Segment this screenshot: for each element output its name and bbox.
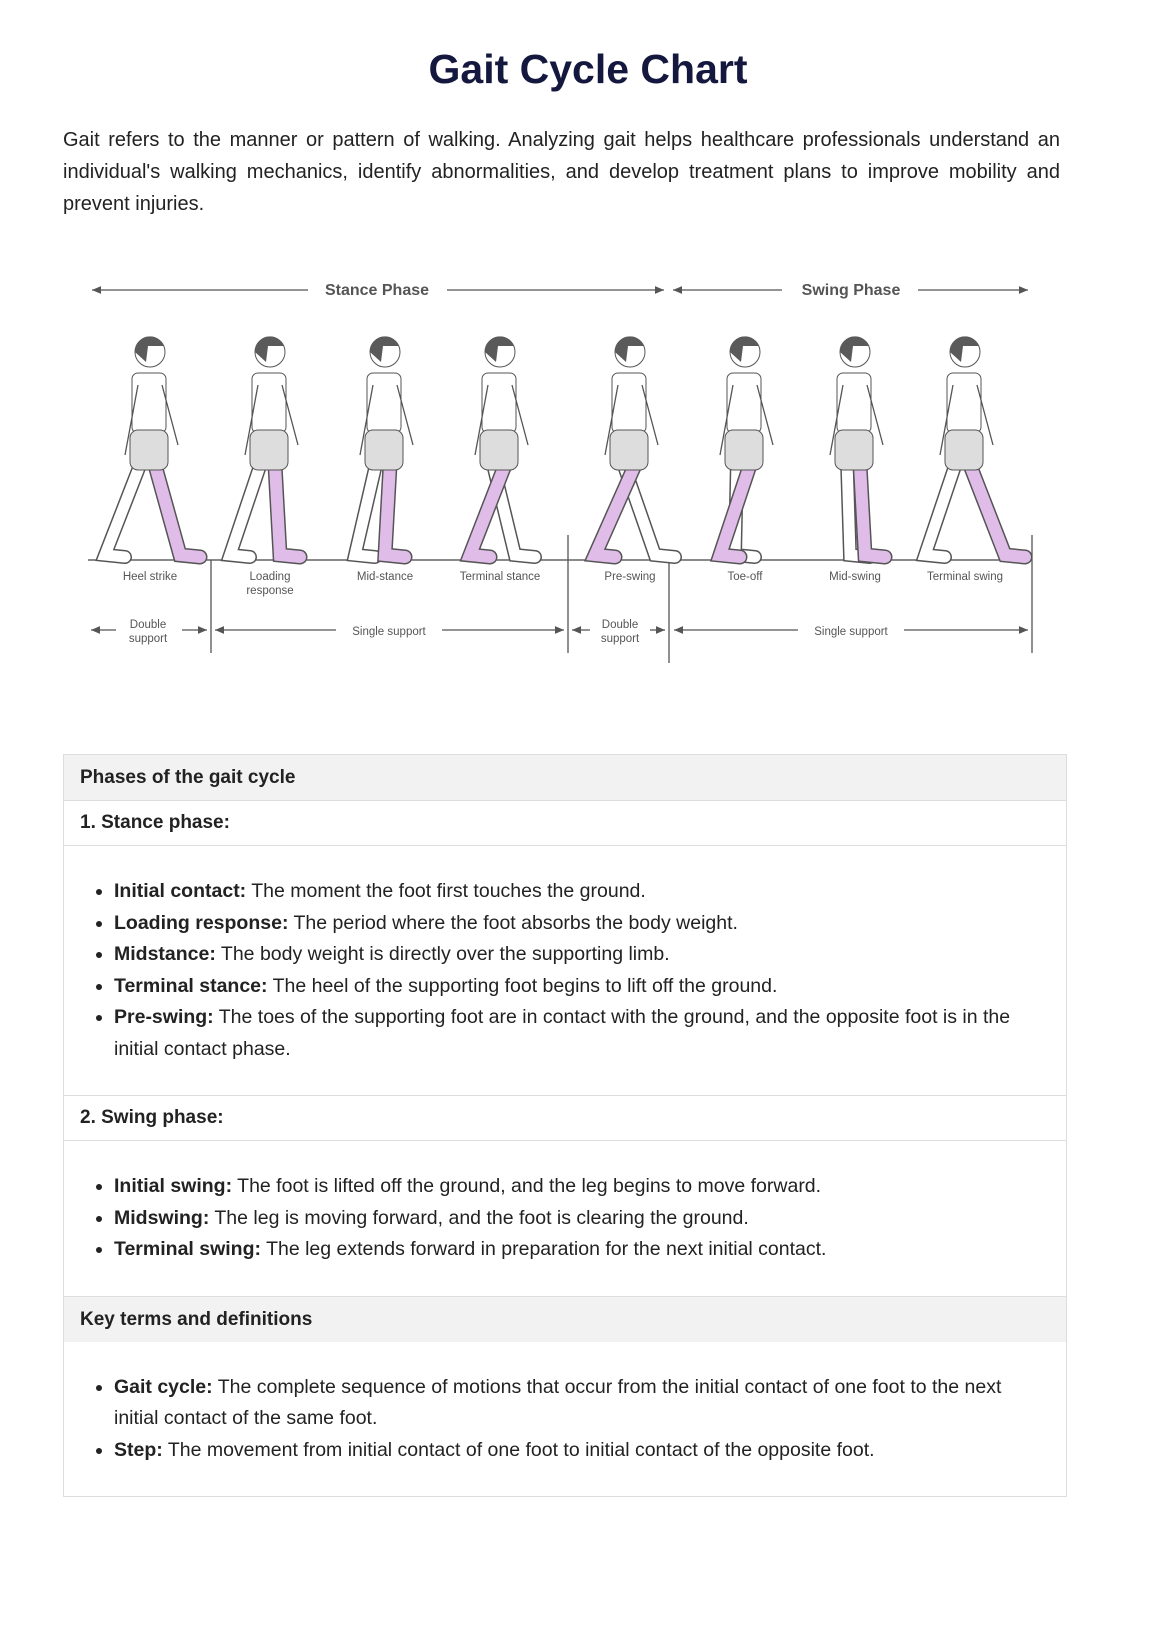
walking-figure	[595, 336, 675, 557]
support-label: Double support	[600, 619, 640, 645]
list-item	[114, 1002, 1026, 1065]
table-header: Phases of the gait cycle	[64, 755, 1066, 801]
intro-paragraph: Gait refers to the manner or pattern of walking. Analyzing gait helps healthcare professionals understand an individual's walking mechanics, identify abnormalities, and develop treatment plans to improve mobility and prevent injuries.	[63, 129, 1060, 215]
term: Loading response:	[114, 911, 289, 934]
term: Step:	[114, 1438, 163, 1461]
support-label: Double support	[128, 619, 168, 645]
definition: The leg is moving forward, and the foot is clearing the ground.	[209, 1206, 749, 1229]
list-item	[114, 1435, 1026, 1467]
definition: The complete sequence of motions that occur from the initial contact of one foot to the next initial contact of the same foot.	[114, 1375, 1002, 1429]
list-item	[114, 876, 1026, 908]
definition: The moment the foot first touches the ground.	[246, 880, 646, 902]
stance-phase-label: Stance Phase	[324, 282, 430, 299]
phase-label: Loading response	[246, 571, 294, 597]
term: Terminal stance:	[114, 974, 268, 997]
key-terms-header: Key terms and definitions	[64, 1297, 1066, 1342]
definition: The toes of the supporting foot are in contact with the ground, and the opposite foot is in the initial contact phase.	[114, 1006, 1011, 1060]
support-label: Single support	[352, 626, 426, 638]
phase-label: Terminal swing	[926, 571, 1004, 583]
stance-list	[64, 846, 1066, 1096]
walking-figure	[720, 336, 773, 557]
gait-diagram	[0, 260, 1176, 680]
stance-title: 1. Stance phase:	[64, 801, 1066, 846]
term: Initial swing:	[114, 1175, 233, 1197]
swing-phase-label: Swing Phase	[801, 282, 901, 299]
support-label: Single support	[814, 626, 888, 638]
phases-table	[63, 754, 1067, 1497]
definition: The body weight is directly over the supporting limb.	[215, 943, 670, 965]
list-item	[114, 908, 1026, 940]
list-item	[114, 971, 1026, 1003]
phase-label: Pre-swing	[604, 571, 656, 583]
definition: The heel of the supporting foot begins to lift off the ground.	[267, 974, 778, 997]
phase-label: Mid-swing	[829, 571, 881, 583]
page-title: Gait Cycle Chart	[428, 46, 748, 92]
list-item	[114, 1171, 1026, 1203]
definition: The period where the foot absorbs the body weight.	[288, 911, 738, 934]
phase-label: Toe-off	[727, 571, 763, 583]
term: Terminal swing:	[114, 1238, 261, 1260]
list-item	[114, 939, 1026, 971]
walking-figure	[355, 336, 413, 557]
term: Gait cycle:	[114, 1375, 213, 1398]
walking-figure	[105, 336, 200, 557]
walking-figure	[230, 336, 300, 557]
key-terms-list	[64, 1342, 1066, 1497]
definition: The foot is lifted off the ground, and the leg begins to move forward.	[232, 1175, 822, 1197]
swing-title: 2. Swing phase:	[64, 1096, 1066, 1141]
definition: The movement from initial contact of one foot to initial contact of the opposite foot.	[162, 1438, 875, 1461]
term: Midswing:	[114, 1206, 210, 1229]
walking-figure	[925, 336, 1025, 557]
walking-figure	[830, 336, 885, 557]
list-item	[114, 1372, 1026, 1435]
phase-label: Terminal stance	[459, 571, 541, 583]
list-item	[114, 1203, 1026, 1235]
term: Initial contact:	[114, 880, 247, 902]
walking-figure	[470, 336, 535, 557]
phase-label: Heel strike	[122, 571, 178, 583]
swing-list	[64, 1141, 1066, 1297]
definition: The leg extends forward in preparation for the next initial contact.	[261, 1238, 827, 1260]
list-item	[114, 1234, 1026, 1266]
term: Pre-swing:	[114, 1006, 214, 1028]
term: Midstance:	[114, 943, 216, 965]
phase-label: Mid-stance	[356, 571, 414, 583]
